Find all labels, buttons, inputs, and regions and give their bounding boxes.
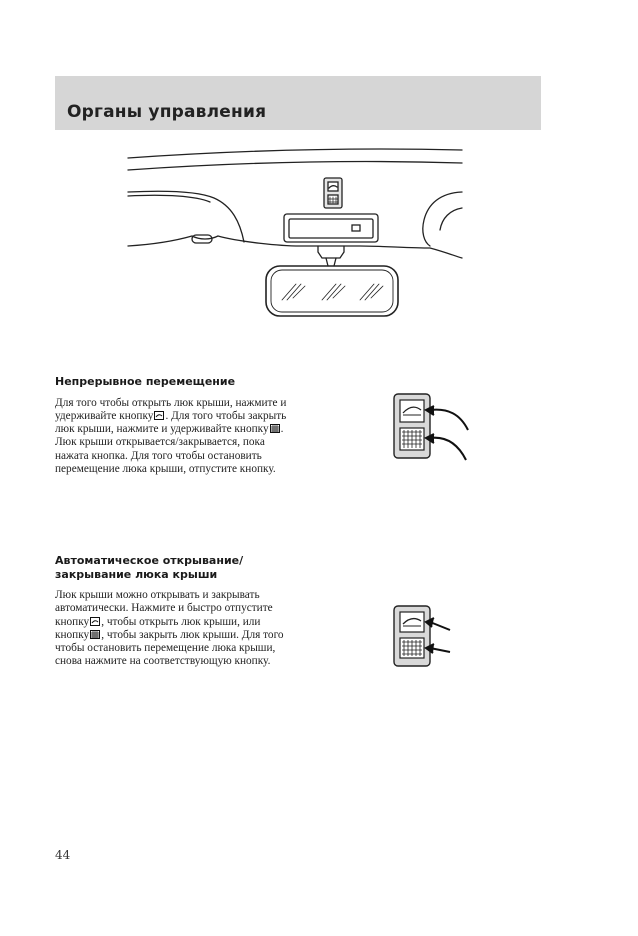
sunroof-open-icon	[400, 400, 424, 422]
continuous-movement-section	[55, 375, 295, 476]
section-text: Люк крыши можно открывать и закрывать автоматически. Нажмите и быстро отпустите кнопку , чтобы открыть люк крыши, или кнопку , чтобы закрыть люк крыши. Для того чтобы остановить перемещение люка крыши, снова нажмите на соответствующую кнопку.	[55, 589, 284, 668]
sunroof-close-icon	[270, 424, 280, 433]
sunroof-switch-diagram-auto	[388, 600, 468, 670]
section-text: Для того чтобы открыть люк крыши, нажмите и удерживайте кнопку . Для того чтобы закрыть люк крыши, нажмите и удерживайте кнопку . Люк крыши открывается/закрывается, пока нажата кнопка. Для того чтобы остановить перемещение люка крыши, отпустите кнопку.	[55, 396, 287, 475]
sunroof-open-icon	[90, 617, 100, 626]
overhead-console-illustration	[0, 0, 638, 340]
sunroof-switch-diagram-continuous	[388, 386, 478, 466]
straight-arrow-icon	[426, 644, 450, 653]
auto-open-close-section	[55, 554, 295, 669]
section-title: Непрерывное перемещение	[55, 375, 236, 388]
sunroof-open-icon	[400, 612, 424, 632]
sunroof-open-icon	[154, 411, 164, 420]
section-title: Автоматическое открывание/закрывание люка крыши	[55, 554, 244, 581]
page-number: 44	[55, 848, 71, 862]
sunroof-close-icon	[90, 630, 100, 639]
curved-arrow-icon	[426, 406, 468, 430]
curved-arrow-icon	[426, 434, 466, 460]
page-title: Органы управления	[67, 102, 267, 122]
